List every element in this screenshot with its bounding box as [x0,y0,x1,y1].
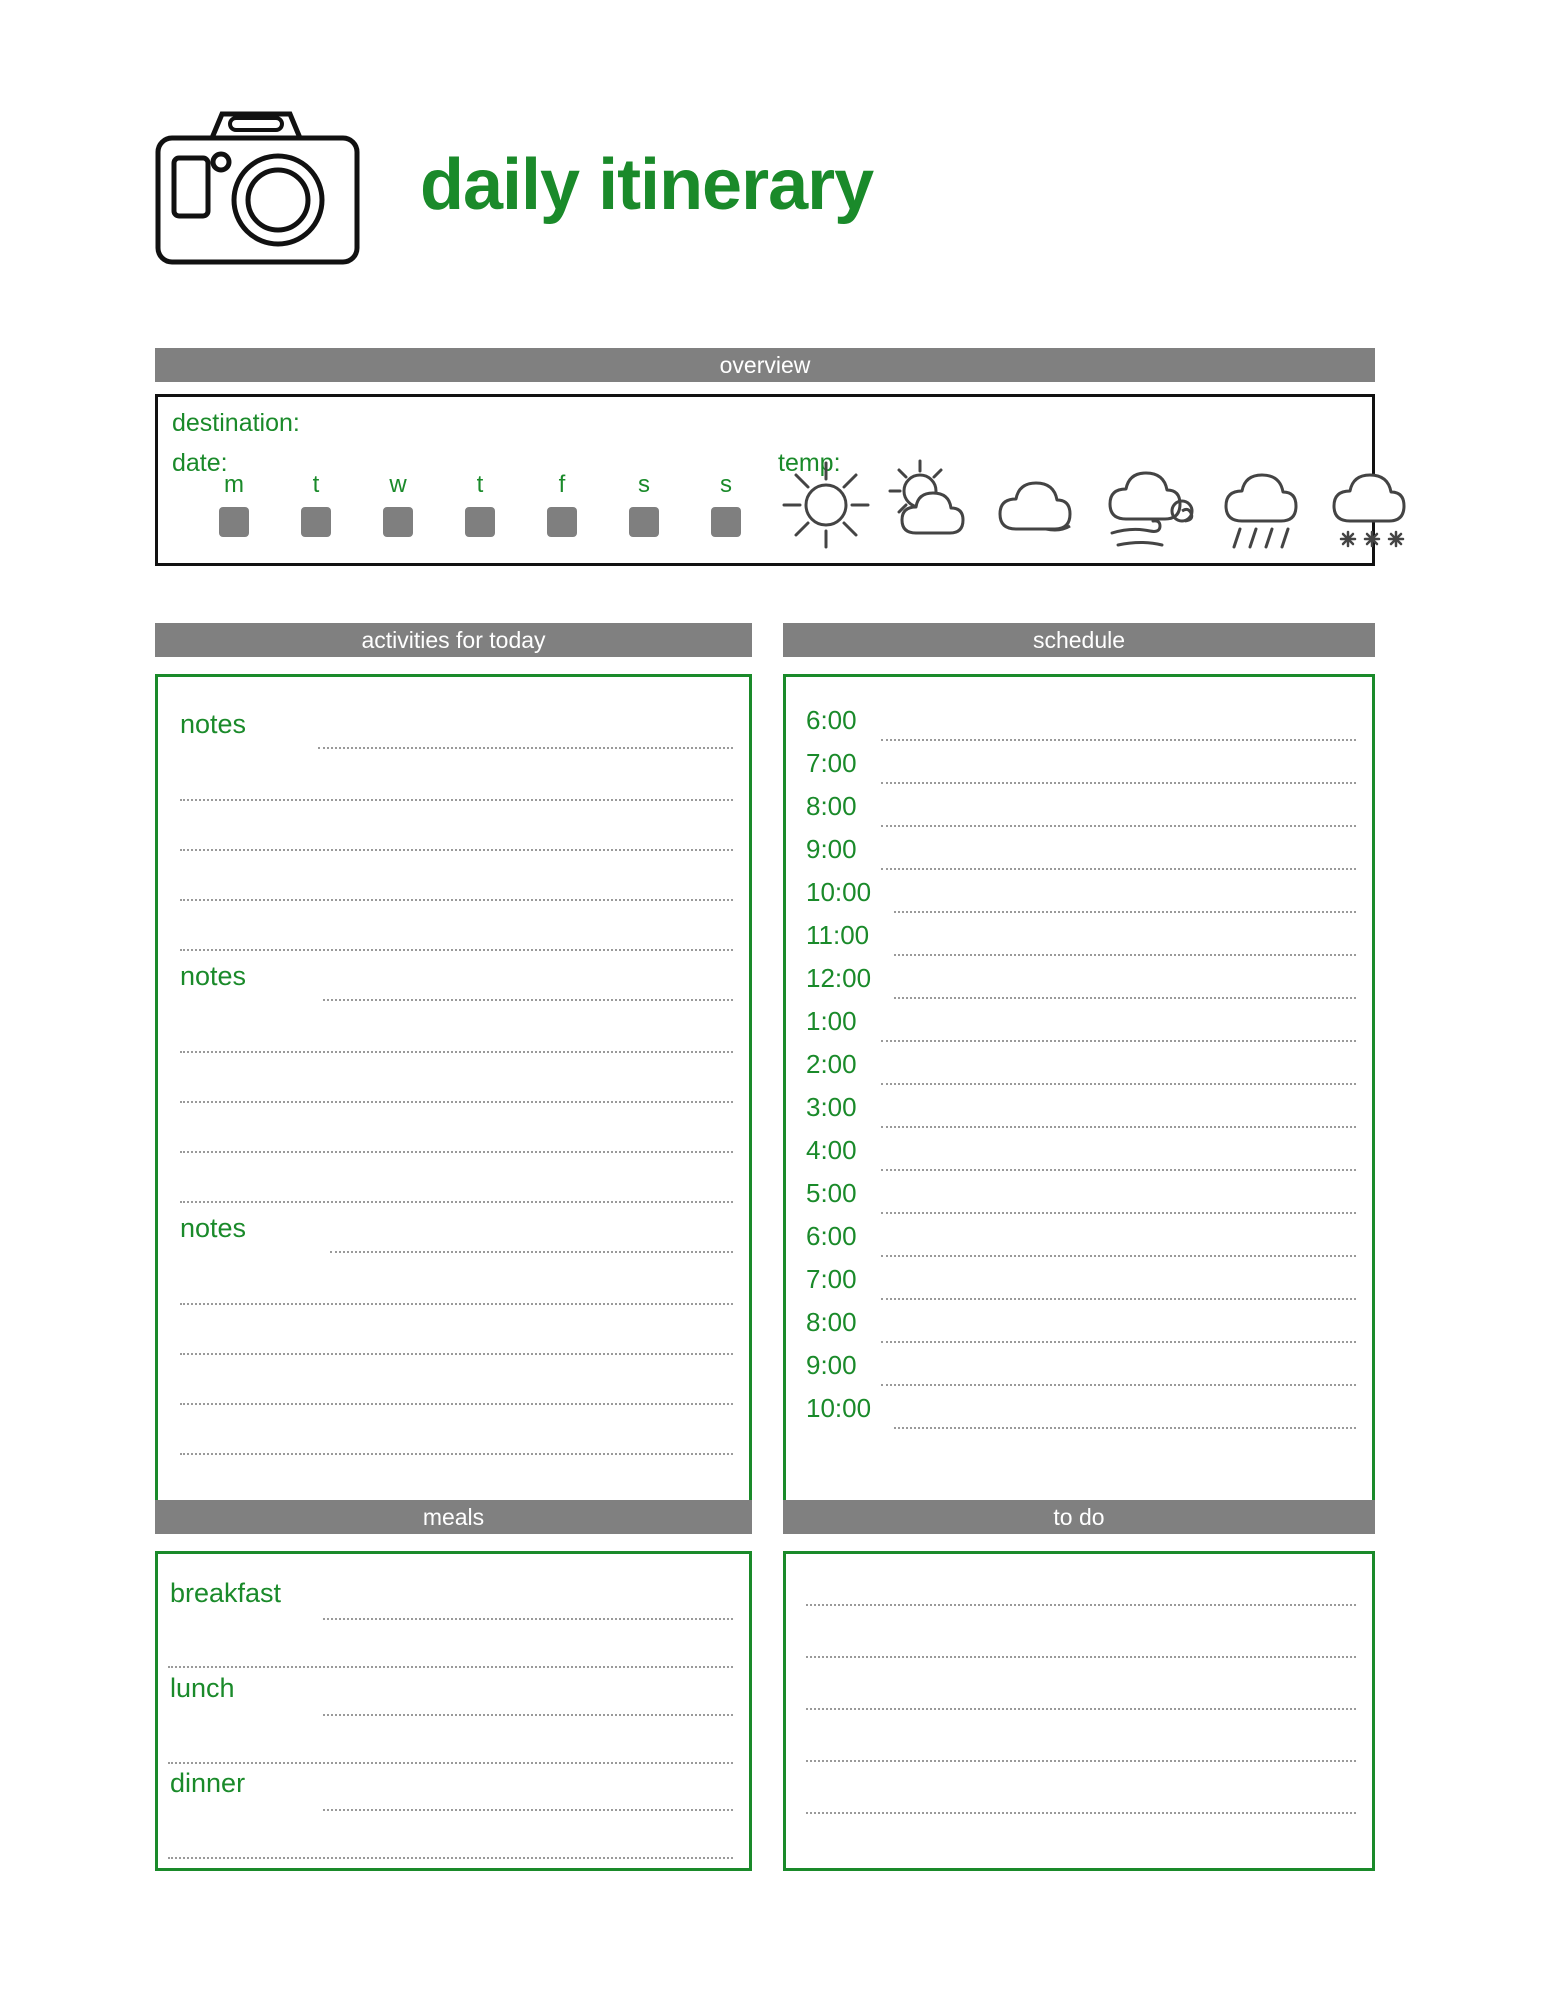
meals-line[interactable] [168,1857,733,1859]
schedule-time: 12:00 [806,963,872,993]
meals-line[interactable] [168,1762,733,1764]
day-checkbox-friday[interactable] [547,507,577,537]
meals-panel[interactable] [155,1551,752,1871]
todo-panel[interactable] [783,1551,1375,1871]
schedule-line[interactable] [881,1341,1356,1343]
day-letter: s [638,471,650,498]
wind-cloud-icon[interactable] [1098,457,1208,558]
schedule-time: 10:00 [806,877,872,907]
day-checkbox-thursday[interactable] [465,507,495,537]
meals-line[interactable] [168,1666,733,1668]
meals-section-header: meals [155,1500,752,1534]
activities-line[interactable] [180,949,733,951]
day-cell [439,473,521,537]
schedule-line[interactable] [881,1169,1356,1171]
schedule-time: 7:00 [806,1264,857,1294]
page-header [150,100,1400,270]
schedule-time: 3:00 [806,1092,857,1122]
todo-section-header: to do [783,1500,1375,1534]
day-cell [521,473,603,537]
day-checkbox-tuesday[interactable] [301,507,331,537]
activities-line[interactable] [180,1201,733,1203]
day-checkbox-saturday[interactable] [629,507,659,537]
schedule-time: 8:00 [806,791,857,821]
todo-line[interactable] [806,1656,1356,1658]
overview-box [155,394,1375,566]
day-letter: f [558,471,566,498]
todo-line[interactable] [806,1760,1356,1762]
date-label: date: [172,449,228,477]
schedule-line[interactable] [881,1083,1356,1085]
meals-line[interactable] [323,1618,733,1620]
activities-line[interactable] [180,1453,733,1455]
cloud-icon[interactable] [990,457,1090,558]
schedule-line[interactable] [881,1298,1356,1300]
schedule-line[interactable] [881,868,1356,870]
day-cell [685,473,767,537]
schedule-line[interactable] [894,1427,1356,1429]
day-checkbox-sunday[interactable] [711,507,741,537]
camera-icon [150,100,365,270]
todo-line[interactable] [806,1812,1356,1814]
activities-line[interactable] [180,1151,733,1153]
activities-line[interactable] [180,1303,733,1305]
activities-section-header: activities for today [155,623,752,657]
todo-line[interactable] [806,1604,1356,1606]
day-letter: w [389,471,407,498]
schedule-time: 9:00 [806,834,857,864]
schedule-line[interactable] [881,1212,1356,1214]
schedule-time: 11:00 [806,920,870,950]
rain-cloud-icon[interactable] [1216,457,1316,558]
schedule-time: 6:00 [806,1221,857,1251]
day-checkbox-monday[interactable] [219,507,249,537]
day-letter: t [476,471,484,498]
schedule-time: 7:00 [806,748,857,778]
schedule-line[interactable] [881,1384,1356,1386]
snow-cloud-icon[interactable] [1324,457,1424,558]
activities-line[interactable] [180,1403,733,1405]
day-letter: s [720,471,732,498]
activities-panel[interactable] [155,674,752,1510]
weather-selector [778,457,1424,558]
schedule-line[interactable] [894,997,1356,999]
schedule-time: 5:00 [806,1178,857,1208]
day-cell [357,473,439,537]
notes-label: notes [180,1213,247,1243]
sun-cloud-icon[interactable] [882,457,982,558]
schedule-time: 2:00 [806,1049,857,1079]
activities-line[interactable] [318,747,733,749]
schedule-time: 9:00 [806,1350,857,1380]
schedule-line[interactable] [894,911,1356,913]
schedule-line[interactable] [881,739,1356,741]
activities-line[interactable] [180,899,733,901]
schedule-time: 1:00 [806,1006,857,1036]
activities-line[interactable] [330,1251,733,1253]
day-letter: t [312,471,320,498]
schedule-line[interactable] [881,1255,1356,1257]
activities-line[interactable] [180,1353,733,1355]
schedule-line[interactable] [881,825,1356,827]
activities-line[interactable] [180,849,733,851]
schedule-line[interactable] [881,1126,1356,1128]
overview-section-header: overview [155,348,1375,382]
schedule-line[interactable] [881,1040,1356,1042]
notes-label: notes [180,961,247,991]
schedule-time: 6:00 [806,705,857,735]
todo-line[interactable] [806,1708,1356,1710]
sun-icon[interactable] [778,457,874,558]
schedule-panel[interactable] [783,674,1375,1510]
schedule-line[interactable] [881,782,1356,784]
destination-label: destination: [172,409,300,437]
meals-line[interactable] [323,1714,733,1716]
meal-label-lunch: lunch [170,1673,235,1703]
schedule-section-header: schedule [783,623,1375,657]
schedule-time: 8:00 [806,1307,857,1337]
meal-label-breakfast: breakfast [170,1578,282,1608]
schedule-time: 4:00 [806,1135,857,1165]
schedule-time: 10:00 [806,1393,872,1423]
day-cell [603,473,685,537]
day-letter: m [224,471,244,498]
day-cell [275,473,357,537]
activities-line[interactable] [180,799,733,801]
notes-label: notes [180,709,247,739]
activities-line[interactable] [180,1051,733,1053]
activities-line[interactable] [323,999,733,1001]
day-cell [193,473,275,537]
day-selector [193,473,767,537]
activities-line[interactable] [180,1101,733,1103]
page-title: daily itinerary [420,145,874,225]
meals-line[interactable] [323,1809,733,1811]
schedule-line[interactable] [894,954,1356,956]
day-checkbox-wednesday[interactable] [383,507,413,537]
temp-label: temp: [778,449,841,477]
meal-label-dinner: dinner [170,1768,246,1798]
